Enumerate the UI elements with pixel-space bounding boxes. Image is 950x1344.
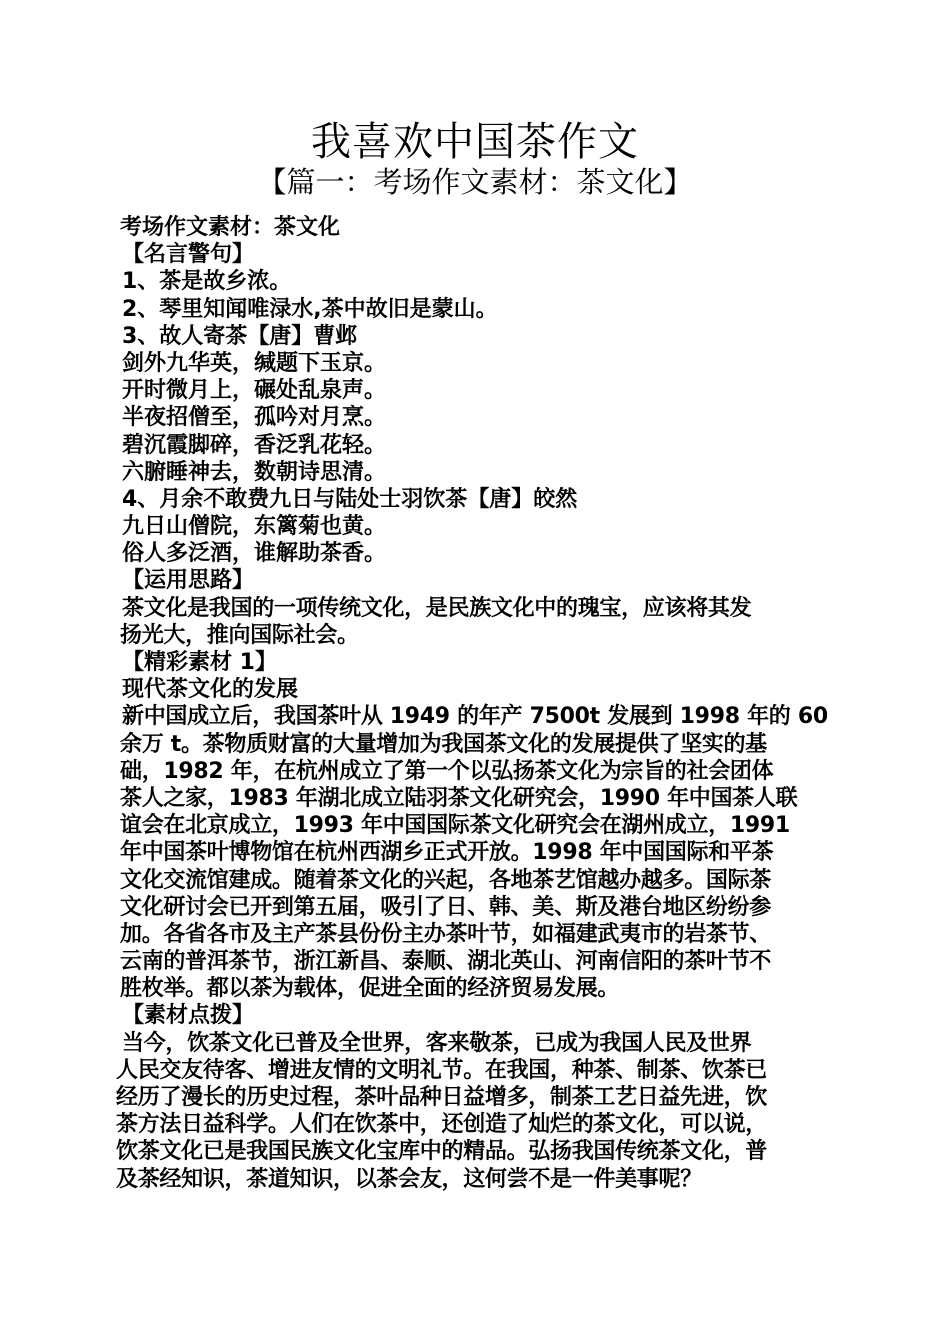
document-title: 我喜欢中国茶作文 [311, 119, 639, 165]
paragraph-line: 年中国茶叶博物馆在杭州西湖乡正式开放。1998 年中国国际和平茶 [120, 840, 774, 866]
paragraph-line: 文化研讨会已开到第五届，吸引了日、韩、美、斯及港台地区纷纷参 [120, 894, 772, 920]
paragraph-line: 余万 t。茶物质财富的大量增加为我国茶文化的发展提供了坚实的基 [120, 731, 767, 757]
paragraph-line: 当今，饮茶文化已普及全世界，客来敬茶，已成为我国人民及世界 [122, 1030, 752, 1056]
quote-line: 1、茶是故乡浓。 [122, 269, 292, 295]
paragraph-line: 胜枚举。都以茶为载体，促进全面的经济贸易发展。 [120, 976, 620, 1002]
section-label: 【运用思路】 [122, 568, 255, 594]
section-label: 【素材点拨】 [122, 1003, 255, 1029]
paragraph-line: 经历了漫长的历史过程，茶叶品种日益增多，制茶工艺日益先进，饮 [116, 1085, 768, 1110]
paragraph-line: 础，1982 年，在杭州成立了第一个以弘扬茶文化为宗旨的社会团体 [120, 758, 774, 784]
section-heading: 考场作文素材：茶文化 [120, 215, 341, 240]
poem-line: 碧沉霞脚碎，香泛乳花轻。 [122, 432, 387, 458]
poem-line: 俗人多泛酒，谁解助茶香。 [122, 541, 387, 567]
quote-line: 2、琴里知闻唯渌水,茶中故旧是蒙山。 [122, 296, 498, 322]
poem-line: 剑外九华英，缄题下玉京。 [122, 350, 387, 376]
paragraph-line: 茶方法日益科学。人们在饮茶中，还创造了灿烂的茶文化，可以说， [116, 1112, 768, 1138]
paragraph-line: 及茶经知识，茶道知识，以茶会友，这何尝不是一件美事呢？ [116, 1166, 702, 1192]
paragraph-line: 茶文化是我国的一项传统文化，是民族文化中的瑰宝，应该将其发 [122, 595, 752, 621]
section-label: 【精彩素材 1】 [122, 650, 277, 675]
paragraph-line: 饮茶文化已是我国民族文化宝库中的精品。弘扬我国传统茶文化，普 [116, 1139, 768, 1165]
quote-line: 3、故人寄茶【唐】曹邺 [122, 323, 358, 349]
paragraph-line: 文化交流馆建成。随着茶文化的兴起，各地茶艺馆越办越多。国际茶 [120, 867, 772, 893]
poem-line: 九日山僧院，东篱菊也黄。 [122, 514, 387, 540]
poem-line: 半夜招僧至，孤吟对月烹。 [122, 405, 387, 431]
paragraph-line: 云南的普洱茶节，浙江新昌、泰顺、湖北英山、河南信阳的茶叶节不 [120, 949, 772, 975]
section-label: 【名言警句】 [122, 242, 255, 268]
paragraph-line: 新中国成立后，我国茶叶从 1949 的年产 7500t 发展到 1998 年的 60 [122, 704, 828, 730]
paragraph-line: 茶人之家，1983 年湖北成立陆羽茶文化研究会，1990 年中国茶人联 [120, 785, 798, 811]
document-subtitle: 【篇一：考场作文素材：茶文化】 [257, 165, 693, 199]
paragraph-line: 扬光大，推向国际社会。 [120, 622, 359, 648]
paragraph-line: 谊会在北京成立，1993 年中国国际茶文化研究会在湖州成立，1991 [120, 813, 790, 839]
subsection-heading: 现代茶文化的发展 [122, 677, 299, 703]
poem-line: 六腑睡神去，数朝诗思清。 [122, 459, 387, 485]
paragraph-line: 加。各省各市及主产茶县份份主办茶叶节，如福建武夷市的岩茶节、 [120, 921, 772, 947]
quote-line: 4、月余不敢费九日与陆处士羽饮茶【唐】皎然 [122, 486, 578, 512]
paragraph-line: 人民交友待客、增进友情的文明礼节。在我国，种茶、制茶、饮茶已 [116, 1057, 768, 1083]
poem-line: 开时微月上，碾处乱泉声。 [122, 378, 387, 404]
document-body [116, 214, 840, 1193]
